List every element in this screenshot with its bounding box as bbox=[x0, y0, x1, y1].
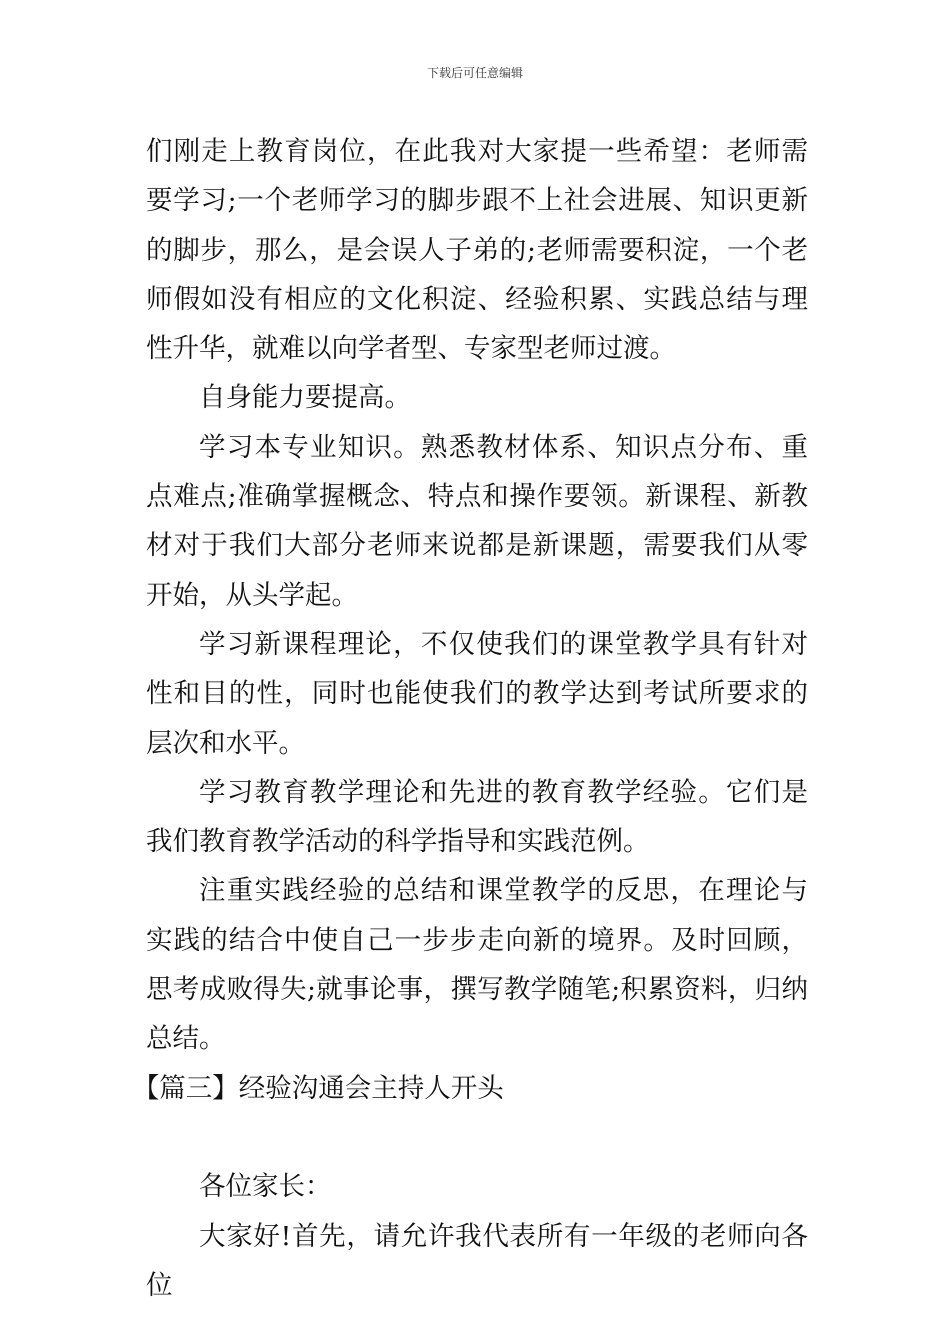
section-heading: 【篇三】经验沟通会主持人开头 bbox=[132, 1072, 504, 1104]
document-body bbox=[132, 127, 808, 1310]
page-header: 下载后可任意编辑 bbox=[426, 66, 523, 80]
opening-paragraph: 大家好!首先，请允许我代表所有一年级的老师向各位 bbox=[146, 1220, 808, 1301]
paragraph: 学习新课程理论，不仅使我们的课堂教学具有针对性和目的性，同时也能使我们的教学达到考试所要求的层次和水平。 bbox=[146, 628, 808, 759]
paragraph: 注重实践经验的总结和课堂教学的反思，在理论与实践的结合中使自己一步步走向新的境界。及时回顾，思考成败得失;就事论事，撰写教学随笔;积累资料，归纳总结。 bbox=[146, 875, 808, 1055]
paragraph: 学习本专业知识。熟悉教材体系、知识点分布、重点难点;准确掌握概念、特点和操作要领。新课程、新教材对于我们大部分老师来说都是新课题，需要我们从零开始，从头学起。 bbox=[146, 431, 808, 611]
paragraph: 学习教育教学理论和先进的教育教学经验。它们是我们教育教学活动的科学指导和实践范例。 bbox=[146, 776, 808, 858]
greeting: 各位家长： bbox=[199, 1171, 332, 1203]
blank-line bbox=[146, 1113, 808, 1162]
paragraph-subheading: 自身能力要提高。 bbox=[199, 382, 411, 414]
paragraph-continuation: 们刚走上教育岗位，在此我对大家提一些希望：老师需要学习;一个老师学习的脚步跟不上社会进展、知识更新的脚步，那么，是会误人子弟的;老师需要积淀，一个老师假如没有相应的文化积淀、经验积累、实践总结与理性升华，就难以向学者型、专家型老师过渡。 bbox=[146, 136, 808, 365]
